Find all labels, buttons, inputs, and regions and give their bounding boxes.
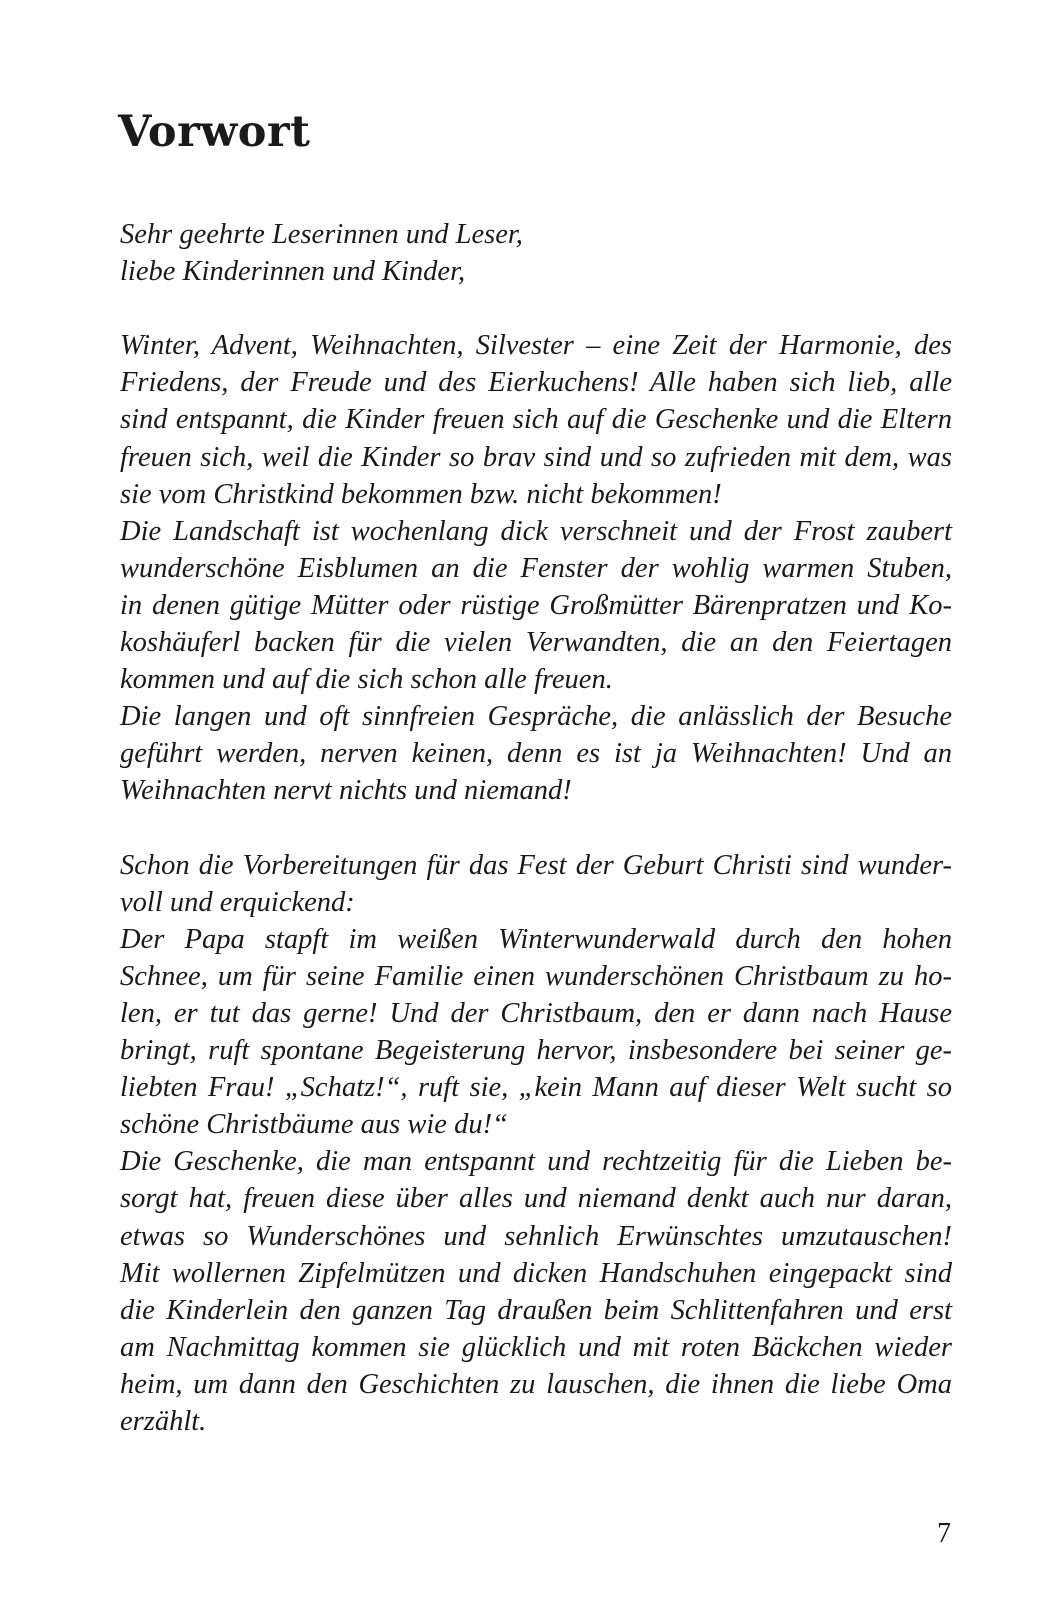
paragraph-2-line: heim, um dann den Geschichten zu lauschen, die ihnen die liebe Oma bbox=[120, 1368, 952, 1400]
greeting-line: Sehr geehrte Leserinnen und Leser, bbox=[120, 219, 523, 250]
paragraph-2-line: sorgt hat, freuen diese über alles und niemand denkt auch nur daran, bbox=[120, 1183, 952, 1215]
paragraph-2-line: voll und erquickend: bbox=[120, 886, 355, 918]
paragraph-1-line: Die langen und oft sinnfreien Gespräche, die anlässlich der Besuche bbox=[120, 701, 952, 733]
paragraph-1-line: kommen und auf die sich schon alle freuen. bbox=[120, 664, 613, 696]
paragraph-2-line: Der Papa stapft im weißen Winterwunderwald durch den hohen bbox=[120, 923, 952, 955]
paragraph-1-line: koshäuferl backen für die vielen Verwandten, die an den Feiertagen bbox=[120, 627, 952, 659]
page-number: 7 bbox=[937, 1518, 951, 1549]
paragraph-2-line: schöne Christbäume aus wie du!“ bbox=[120, 1109, 508, 1141]
paragraph-2-line: liebten Frau! „Schatz!“, ruft sie, „kein Mann auf dieser Welt sucht so bbox=[120, 1072, 952, 1104]
paragraph-1-line: in denen gütige Mütter oder rüstige Großmütter Bärenpratzen und Ko- bbox=[120, 589, 952, 621]
paragraph-2-line: Schon die Vorbereitungen für das Fest der Geburt Christi sind wunder- bbox=[120, 849, 952, 881]
paragraph-2-line: bringt, ruft spontane Begeisterung hervor, insbesondere bei seiner ge- bbox=[120, 1035, 952, 1067]
paragraph-1-line: wunderschöne Eisblumen an die Fenster der wohlig warmen Stuben, bbox=[120, 552, 952, 584]
paragraph-2-line: len, er tut das gerne! Und der Christbaum, den er dann nach Hause bbox=[120, 997, 952, 1029]
paragraph-2-line: Die Geschenke, die man entspannt und rechtzeitig für die Lieben be- bbox=[120, 1146, 952, 1178]
paragraph-1-line: Die Landschaft ist wochenlang dick verschneit und der Frost zaubert bbox=[120, 515, 952, 547]
paragraph-spacer bbox=[120, 810, 952, 847]
page-title: Vorwort bbox=[118, 107, 311, 157]
paragraph-1-line: Weihnachten nervt nichts und niemand! bbox=[120, 775, 572, 807]
greeting-line: liebe Kinderinnen und Kinder, bbox=[120, 256, 466, 288]
paragraph-1-line: sie vom Christkind bekommen bzw. nicht bekommen! bbox=[120, 478, 722, 510]
paragraph-1-line: sind entspannt, die Kinder freuen sich auf die Geschenke und die Eltern bbox=[120, 404, 952, 436]
paragraph-1-line: freuen sich, weil die Kinder so brav sind und so zufrieden mit dem, was bbox=[120, 441, 952, 473]
paragraph-2-line: erzählt. bbox=[120, 1406, 207, 1437]
paragraph-2-line: die Kinderlein den ganzen Tag draußen beim Schlittenfahren und erst bbox=[120, 1294, 952, 1326]
paragraph-1-line: Winter, Advent, Weihnachten, Silvester – eine Zeit der Harmonie, des bbox=[120, 330, 952, 362]
paragraph-2-line: Mit wollernen Zipfelmützen und dicken Handschuhen eingepackt sind bbox=[120, 1257, 952, 1289]
paragraph-2-line: Schnee, um für seine Familie einen wunderschönen Christbaum zu ho- bbox=[120, 960, 952, 992]
preface-text bbox=[120, 216, 952, 1440]
paragraph-2-line: am Nachmittag kommen sie glücklich und mit roten Bäckchen wieder bbox=[120, 1331, 952, 1363]
paragraph-1-line: geführt werden, nerven keinen, denn es ist ja Weihnachten! Und an bbox=[120, 738, 952, 770]
paragraph-1-line: Friedens, der Freude und des Eierkuchens! Alle haben sich lieb, alle bbox=[120, 367, 952, 399]
paragraph-2-line: etwas so Wunderschönes und sehnlich Erwünschtes umzutauschen! bbox=[120, 1220, 952, 1252]
paragraph-spacer bbox=[120, 290, 952, 327]
